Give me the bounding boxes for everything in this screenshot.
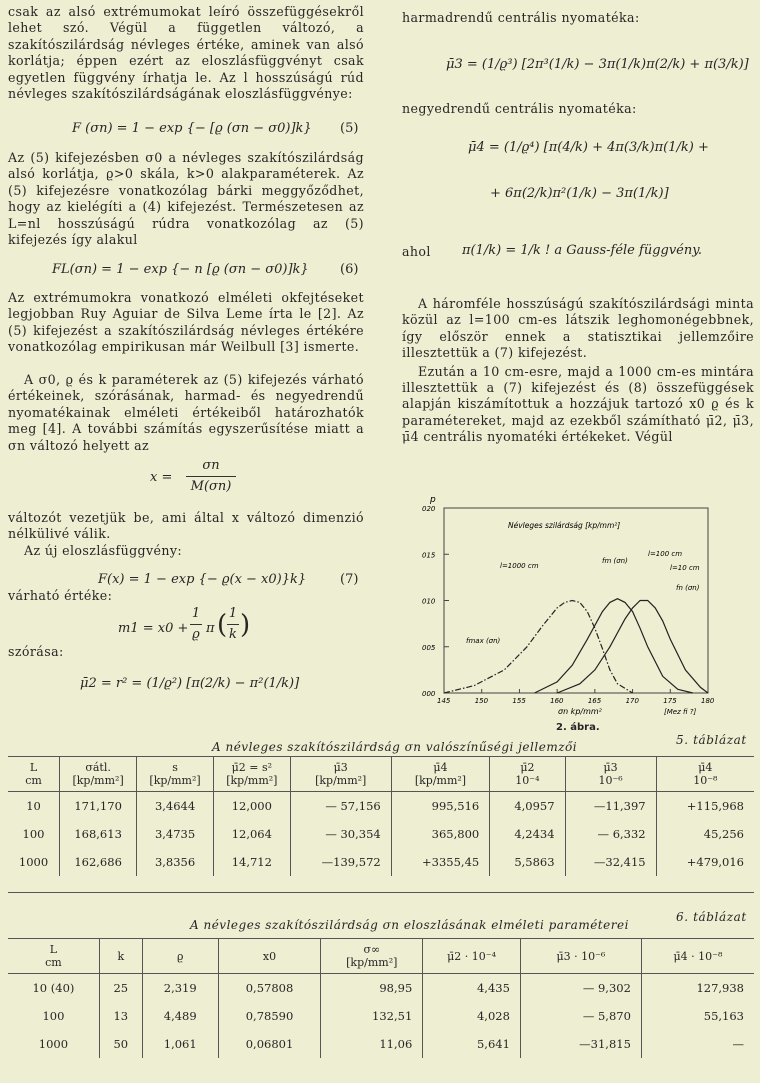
- equation-7: F(x) = 1 − exp {− ϱ(x − x0)}k}: [98, 572, 307, 587]
- table6-cell: 4,435: [423, 974, 521, 1003]
- table6-cell: 98,95: [321, 974, 423, 1003]
- equation-x-numerator: σn: [202, 458, 220, 473]
- table6-cell: 0,06801: [218, 1030, 321, 1058]
- table6-cell: — 9,302: [520, 974, 641, 1003]
- table5-title: A névleges szakítószilárdság σn valószínűségi jellemzői: [212, 740, 578, 754]
- table6-cell: 127,938: [641, 974, 754, 1003]
- equation-gauss-pi: π(1/k) = 1/k ! a Gauss-féle függvény.: [462, 243, 702, 258]
- left-paragraph-5: változót vezetjük be, ami által x változó dimenzió nélkülivé válik.: [8, 510, 364, 542]
- y-tick-label: 010: [422, 597, 436, 606]
- table6-title: A névleges szakítószilárdság σn eloszlásának elméleti paraméterei: [190, 918, 629, 932]
- label-fm: fm (σn): [602, 557, 628, 565]
- table5-cell: —11,397: [565, 792, 656, 821]
- right-heading-mu3: harmadrendű centrális nyomatéka:: [402, 10, 640, 25]
- table5-cell: — 6,332: [565, 820, 656, 848]
- left-paragraph-2: Az (5) kifejezésben σ0 a névleges szakítószilárdság alsó korlátja, ϱ>0 skála, k>0 alakparaméterek. Az (5) kifejezésre vonatkozólag bárki meggyőződhet, hogy az kielégíti a (4) kifejezést. Természetesen az L=nl hosszúságú rúdra vonatkozólag az (5) kifejezés így alakul: [8, 150, 364, 248]
- table5-cell: 4,0957: [490, 792, 565, 821]
- table-row: [8, 848, 754, 876]
- x-tick-label: 155: [512, 697, 526, 705]
- ahol-label: ahol: [402, 244, 431, 259]
- table-row: [8, 792, 754, 821]
- x-tick-label: 145: [437, 697, 451, 705]
- right-paragraph-1: A háromféle hosszúságú szakítószilárdsági minta közül az l=100 cm-es látszik leghomonégebbnek, így először ennek a statisztikai jellemzőire illesztettük a (7) kifejezést.: [402, 296, 754, 361]
- table5-header-2: s [kp/mm²]: [137, 757, 214, 792]
- table5-header-5: μ̄4 [kp/mm²]: [391, 757, 489, 792]
- series-line-1: [535, 599, 693, 693]
- figure-caption: 2. ábra.: [556, 722, 600, 733]
- x-tick-label: 180: [701, 697, 715, 705]
- table5-cell: +3355,45: [391, 848, 489, 876]
- table6-cell: 50: [99, 1030, 142, 1058]
- left-paragraph-4: A σ0, ϱ és k paraméterek az (5) kifejezés várható értékeinek, szórásának, harmad- és negyedrendű nyomatékainak elméleti értékeiből határozhatók meg [4]. A további számítás egyszerűsítése miatt a σn változó helyett az: [8, 372, 364, 453]
- left-paragraph-6: Az új eloszlásfüggvény:: [24, 543, 183, 558]
- table5-cell: 171,170: [60, 792, 137, 821]
- equation-x-denominator: M(σn): [190, 479, 232, 494]
- table5-cell: — 57,156: [290, 792, 391, 821]
- table5-cell: 4,2434: [490, 820, 565, 848]
- table5-header-1: σátl. [kp/mm²]: [60, 757, 137, 792]
- equation-mu3: μ̄3 = (1/ϱ³) [2π³(1/k) − 3π(1/k)π(2/k) + π(3/k)]: [446, 57, 749, 72]
- table6-cell: 1,061: [142, 1030, 218, 1058]
- table5-cell: 100: [22, 827, 45, 841]
- table5: [8, 757, 754, 876]
- table5-cell: 5,5863: [490, 848, 565, 876]
- table-row: [8, 1002, 754, 1030]
- table6-cell: 25: [99, 974, 142, 1003]
- table5-cell: 365,800: [391, 820, 489, 848]
- equation-m1-arg-bar: [227, 624, 239, 625]
- x-tick-label: 170: [625, 697, 639, 705]
- equation-mu4-line1: μ̄4 = (1/ϱ⁴) [π(4/k) + 4π(3/k)π(1/k) +: [468, 140, 709, 155]
- label-fn: fn (σn): [676, 584, 700, 592]
- table-row: [8, 820, 754, 848]
- table6-cell: — 5,870: [520, 1002, 641, 1030]
- table5-header-7: μ̄3 10⁻⁶: [565, 757, 656, 792]
- table5-cell: 3,8356: [137, 848, 214, 876]
- table5-cell: 12,064: [213, 820, 290, 848]
- equation-m1-rparen: ): [240, 610, 251, 640]
- table5-cell: 12,000: [213, 792, 290, 821]
- y-tick-label: 015: [422, 551, 436, 560]
- table5-cell: 10: [26, 799, 41, 813]
- table6-cell: —: [641, 1030, 754, 1058]
- equation-m1-frac-den: ϱ: [192, 627, 200, 642]
- equation-m1-pi: π: [206, 621, 215, 636]
- left-paragraph-1: csak az alsó extrémumokat leíró összefüggésekről lehet szó. Végül a független változó, a szakítószilárdság névleges értéke, aminek van alsó korlátja; éppen ezért az eloszlásfüggvényt csak egyetlen függvény írhatja le. Az l hosszúságú rúd névleges szakítószilárdságának eloszlásfüggvénye:: [8, 4, 364, 102]
- left-paragraph-8: szórása:: [8, 644, 64, 659]
- label-l1000: l=1000 cm: [500, 562, 539, 570]
- table6-cell: 100: [42, 1009, 65, 1023]
- right-paragraphs: [402, 296, 754, 448]
- equation-m1-lparen: (: [217, 610, 228, 640]
- equation-m1-frac-bar: [190, 624, 202, 625]
- table6-header-3: x0: [218, 939, 321, 974]
- series-line-0: [444, 601, 633, 694]
- table6-cell: 132,51: [321, 1002, 423, 1030]
- table6-cell: 4,489: [142, 1002, 218, 1030]
- table5-number: 5. táblázat: [676, 733, 747, 747]
- left-paragraph-3: Az extrémumokra vonatkozó elméleti okfejtéseket legjobban Ruy Aguiar de Silva Leme írta le [2]. Az (5) kifejezést a szakítószilárdság névleges értékére vonatkozólag empirikusan már Weilbull [3] ismerte.: [8, 290, 364, 355]
- equation-m1-frac-num: 1: [191, 606, 201, 621]
- table6-cell: 4,028: [423, 1002, 521, 1030]
- series-line-2: [557, 601, 708, 694]
- table6-cell: 11,06: [321, 1030, 423, 1058]
- x-axis-label: σn kp/mm²: [558, 707, 602, 716]
- table6-cell: 0,78590: [218, 1002, 321, 1030]
- x-tick-label: 165: [587, 697, 602, 705]
- table5-cell: 14,712: [213, 848, 290, 876]
- equation-x-lhs: x =: [150, 470, 173, 485]
- table6-header-7: μ̄4 · 10⁻⁸: [641, 939, 754, 974]
- y-tick-label: 000: [422, 690, 436, 698]
- table6-number: 6. táblázat: [676, 910, 747, 924]
- label-fmax: fmax (σn): [466, 637, 501, 645]
- equation-mu4-line2: + 6π(2/k)π²(1/k) − 3π(1/k)]: [490, 186, 669, 201]
- x-tick-label: 160: [550, 697, 564, 705]
- table6-cell: 10 (40): [32, 981, 75, 995]
- table6-cell: 55,163: [641, 1002, 754, 1030]
- equation-5: F (σn) = 1 − exp {− [ϱ (σn − σ0)]k}: [72, 121, 312, 136]
- table5-cell: 3,4644: [137, 792, 214, 821]
- table5-cell: —139,572: [290, 848, 391, 876]
- table6-header-0: L cm: [8, 939, 99, 974]
- equation-7-number: (7): [340, 572, 359, 587]
- table5-cell: 3,4735: [137, 820, 214, 848]
- y-axis-label: p: [430, 495, 436, 505]
- equation-mu2: μ̄2 = r² = (1/ϱ²) [π(2/k) − π²(1/k)]: [80, 676, 300, 691]
- table-row: [8, 974, 754, 1003]
- table5-header-3: μ̄2 = s² [kp/mm²]: [213, 757, 290, 792]
- table5-cell: +115,968: [656, 792, 754, 821]
- equation-x-fraction-bar: [186, 476, 236, 477]
- table6-cell: 2,319: [142, 974, 218, 1003]
- table6-cell: 0,57808: [218, 974, 321, 1003]
- table-row: [8, 1030, 754, 1058]
- table5-cell: —32,415: [565, 848, 656, 876]
- table5-cell: 162,686: [60, 848, 137, 876]
- figure-2-chart: [408, 488, 728, 728]
- x-axis-label-right: [Mez fi ?]: [664, 708, 697, 716]
- table6: [8, 939, 754, 1058]
- curve-title: Névleges szilárdság [kp/mm²]: [508, 521, 621, 530]
- x-tick-label: 150: [474, 697, 489, 705]
- right-paragraph-2: Ezután a 10 cm-esre, majd a 1000 cm-es mintára illesztettük a (7) kifejezést és (8) összefüggések alapján kiszámítottuk a hozzájuk tartozó x0 ϱ és k paramétereket, majd az ezekből számítható μ̄2, μ̄3, μ̄4 centrális nyomatéki értékeket. Végül: [402, 363, 754, 445]
- table6-header-6: μ̄3 · 10⁻⁶: [520, 939, 641, 974]
- equation-5-number: (5): [340, 121, 359, 136]
- label-l10: l=10 cm: [670, 564, 700, 572]
- label-l100: l=100 cm: [648, 550, 683, 558]
- x-tick-label: 175: [663, 697, 677, 705]
- table5-bottom-rule: [8, 892, 754, 893]
- table6-header-2: ϱ: [142, 939, 218, 974]
- equation-6-number: (6): [340, 262, 359, 277]
- table6-cell: 5,641: [423, 1030, 521, 1058]
- left-paragraph-7: várható értéke:: [8, 588, 113, 603]
- table5-header-6: μ̄2 10⁻⁴: [490, 757, 565, 792]
- table6-header-5: μ̄2 · 10⁻⁴: [423, 939, 521, 974]
- table5-cell: 1000: [18, 855, 49, 869]
- table5-header-8: μ̄4 10⁻⁸: [656, 757, 754, 792]
- table5-cell: 995,516: [391, 792, 489, 821]
- y-tick-label: 005: [422, 643, 436, 652]
- table6-cell: 13: [99, 1002, 142, 1030]
- table5-cell: 168,613: [60, 820, 137, 848]
- table6-cell: —31,815: [520, 1030, 641, 1058]
- right-heading-mu4: negyedrendű centrális nyomatéka:: [402, 101, 637, 116]
- table5-header-0: L cm: [8, 757, 60, 792]
- table5-header-4: μ̄3 [kp/mm²]: [290, 757, 391, 792]
- table6-header-4: σ∞ [kp/mm²]: [321, 939, 423, 974]
- equation-6: FL(σn) = 1 − exp {− n [ϱ (σn − σ0)]k}: [52, 262, 309, 277]
- table5-cell: 45,256: [656, 820, 754, 848]
- equation-m1-arg-den: k: [229, 627, 237, 642]
- equation-m1-arg-num: 1: [228, 606, 238, 621]
- table5-cell: — 30,354: [290, 820, 391, 848]
- table6-cell: 1000: [38, 1037, 69, 1051]
- equation-m1-lhs: m1 = x0 +: [118, 621, 189, 636]
- plot-frame: [444, 508, 708, 693]
- table6-header-1: k: [99, 939, 142, 974]
- table5-cell: +479,016: [656, 848, 754, 876]
- y-tick-label: 020: [422, 505, 436, 513]
